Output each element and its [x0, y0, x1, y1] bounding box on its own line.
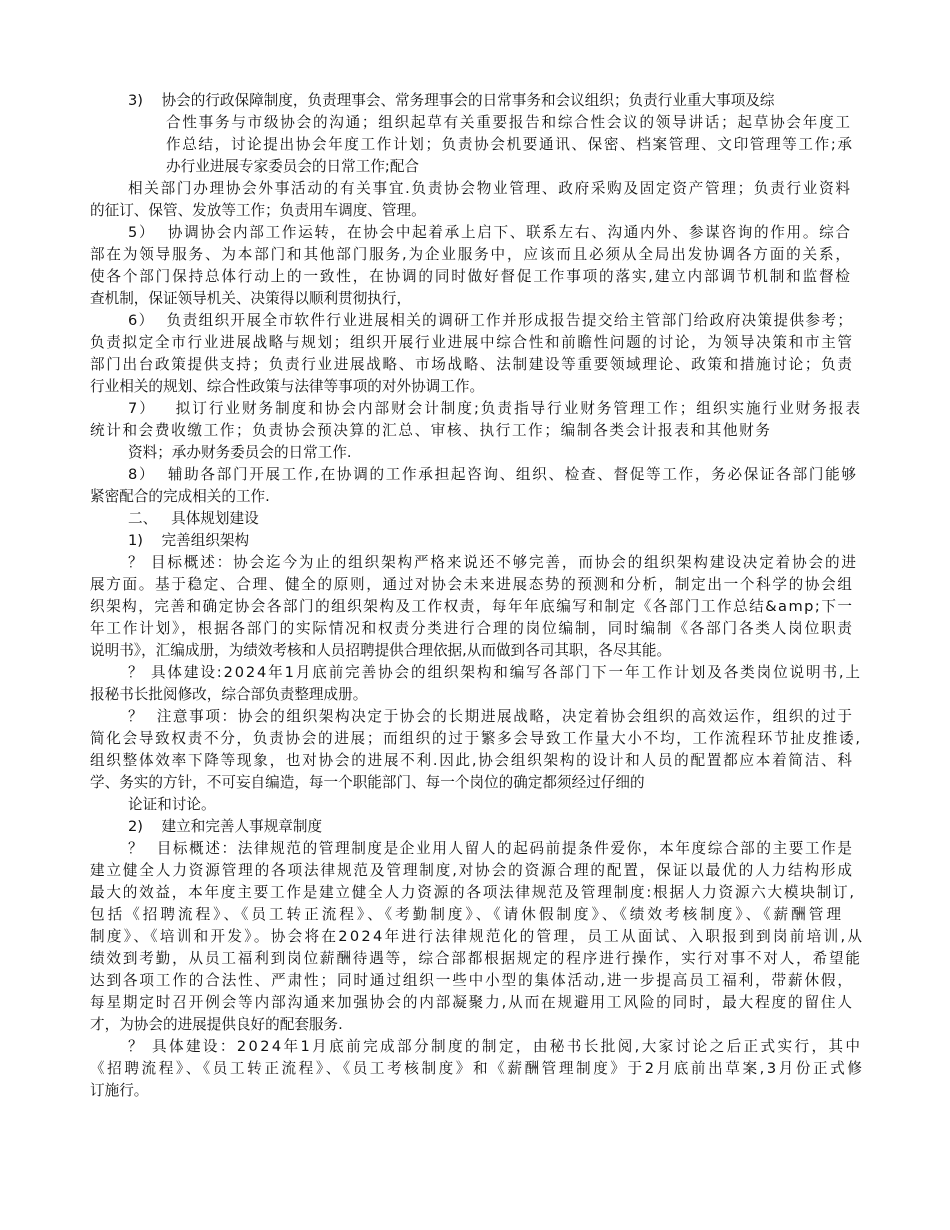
text-line: 才，为协会的进展提供良好的配套服务.: [90, 1016, 343, 1033]
text-line: 组织整体效率下降等现象，也对协会的进展不利.因此,协会组织架构的设计和人员的配置都应本着简洁、科: [90, 752, 854, 769]
text-line: 7） 拟订行业财务制度和协会内部财会计制度;负责指导行业财务管理工作；组织实施行业财务报表: [128, 400, 862, 417]
text-line: 展方面。基于稳定、合理、健全的原则，通过对协会未来进展态势的预测和分析，制定出一个科学的协会组: [90, 576, 854, 593]
text-line: 二、 具体规划建设: [128, 510, 259, 527]
text-line: 统计和会费收缴工作；负责协会预决算的汇总、审核、执行工作；编制各类会计报表和其他财务: [90, 422, 772, 439]
text-line: 订施行。: [90, 1082, 149, 1099]
text-line: 5） 协调协会内部工作运转，在协会中起着承上启下、联系左右、沟通内外、参谋咨询的作用。综合: [128, 224, 852, 241]
text-line: 年工作计划》，根据各部门的实际情况和权责分类进行合理的岗位编制，同时编制《各部门各类人岗位职责: [90, 620, 854, 637]
text-line: 《招聘流程》、《员工转正流程》、《员工考核制度》和《薪酬管理制度》于2月底前出草案,3月份正式修: [90, 1060, 865, 1077]
text-line: 部门出台政策提供支持；负责行业进展战略、市场战略、法制建设等重要领域理论、政策和措施讨论；负责: [90, 356, 854, 373]
text-line: ？ 具体建设：2024年1月底前完成部分制度的制定，由秘书长批阅,大家讨论之后正式实行，其中: [128, 1038, 863, 1055]
text-line: ？ 具体建设:2024年1月底前完善协会的组织架构和编写各部门下一年工作计划及各类岗位说明书,上: [128, 664, 862, 681]
text-line: 资料；承办财务委员会的日常工作.: [128, 444, 352, 461]
text-line: 的征订、保管、发放等工作；负责用车调度、管理。: [90, 202, 426, 219]
text-line: ？ 注意事项：协会的组织架构决定于协会的长期进展战略，决定着协会组织的高效运作，组织的过于: [128, 708, 854, 725]
text-line: 6） 负责组织开展全市软件行业进展相关的调研工作并形成报告提交给主管部门给政府决策提供参考；: [128, 312, 854, 329]
text-line: 报秘书长批阅修改，综合部负责整理成册。: [90, 686, 368, 703]
text-line: 建立健全人力资源管理的各项法律规范及管理制度,对协会的资源合理的配置，保证以最优的人力结构形成: [90, 862, 854, 879]
text-line: 达到各项工作的合法性、严肃性；同时通过组织一些中小型的集体活动,进一步提高员工福利，带薪休假，: [90, 972, 854, 989]
text-line: 合性事务与市级协会的沟通；组织起草有关重要报告和综合性会议的领导讲话；起草协会年度工: [166, 114, 852, 131]
text-line: 绩效到考勤，从员工福利到岗位薪酬待遇等，综合部都根据规定的程序进行操作，实行对事不对人，希望能: [90, 950, 862, 967]
text-line: 织架构，完善和确定协会各部门的组织架构及工作权责，每年年底编写和制定《各部门工作总结&amp;下一: [90, 598, 854, 615]
text-line: 学、务实的方针，不可妄自编造，每一个职能部门、每一个岗位的确定都须经过仔细的: [90, 774, 645, 791]
text-line: 包括《招聘流程》、《员工转正流程》、《考勤制度》、《请休假制度》、《绩效考核制度》、《薪酬管理: [90, 906, 844, 923]
text-line: 简化会导致权责不分，负责协会的进展；而组织的过于繁多会导致工作量大小不均，工作流程环节扯皮推诿,: [90, 730, 862, 747]
text-line: 使各个部门保持总体行动上的一致性，在协调的同时做好督促工作事项的落实,建立内部调节机制和监督检: [90, 268, 852, 285]
text-line: 3) 协会的行政保障制度，负责理事会、常务理事会的日常事务和会议组织；负责行业重大事项及综: [128, 92, 775, 109]
text-line: 2) 建立和完善人事规章制度: [128, 818, 323, 835]
text-line: 制度》、《培训和开发》。协会将在2024年进行法律规范化的管理，员工从面试、入职报到到岗前培训,从: [90, 928, 865, 945]
text-line: ？ 目标概述：法律规范的管理制度是企业用人留人的起码前提条件爱你，本年度综合部的主要工作是: [128, 840, 854, 857]
text-line: 查机制，保证领导机关、决策得以顺利贯彻执行，: [90, 290, 412, 307]
text-line: 最大的效益，本年度主要工作是建立健全人力资源的各项法律规范及管理制度:根据人力资源六大模块制订,: [90, 884, 856, 901]
text-line: 1) 完善组织架构: [128, 532, 250, 549]
text-line: 紧密配合的完成相关的工作.: [90, 488, 270, 505]
text-line: 办行业进展专家委员会的日常工作;配合: [166, 158, 420, 175]
text-line: ？ 目标概述：协会迄今为止的组织架构严格来说还不够完善，而协会的组织架构建设决定着协会的进: [128, 554, 858, 571]
text-line: 每星期定时召开例会等内部沟通来加强协会的内部凝聚力,从而在规避用工风险的同时，最大程度的留住人: [90, 994, 854, 1011]
text-line: 行业相关的规划、综合性政策与法律等事项的对外协调工作。: [90, 378, 485, 395]
text-line: 8） 辅助各部门开展工作,在协调的工作承担起咨询、组织、检查、督促等工作，务必保证各部门能够: [128, 466, 858, 483]
text-line: 说明书》，汇编成册，为绩效考核和人员招聘提供合理依据,从而做到各司其职，各尽其能。: [90, 642, 672, 659]
text-line: 作总结，讨论提出协会年度工作计划；负责协会机要通讯、保密、档案管理、文印管理等工作;承: [166, 136, 854, 153]
text-line: 部在为领导服务、为本部门和其他部门服务,为企业服务中，应该而且必须从全局出发协调各方面的关系，: [90, 246, 852, 263]
text-line: 负责拟定全市行业进展战略与规划；组织开展行业进展中综合性和前瞻性问题的讨论，为领导决策和市主管: [90, 334, 854, 351]
text-line: 相关部门办理协会外事活动的有关事宜.负责协会物业管理、政府采购及固定资产管理；负责行业资料: [128, 180, 852, 197]
text-line: 论证和讨论。: [128, 796, 216, 813]
